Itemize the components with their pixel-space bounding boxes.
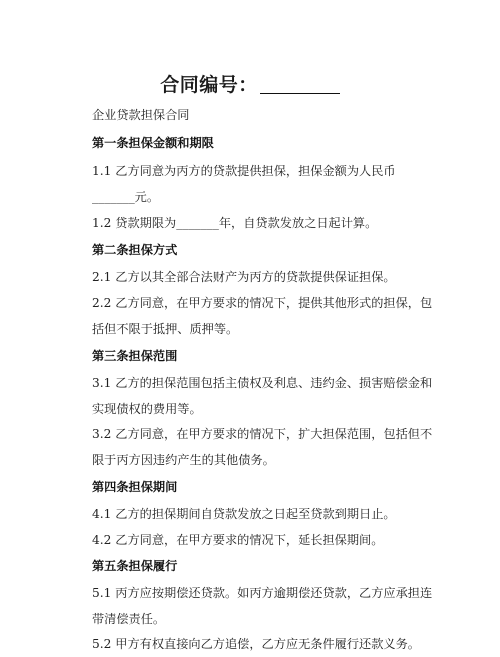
section-1-line-1: 1.1 乙方同意为丙方的贷款提供担保，担保金额为人民币 <box>92 164 396 178</box>
section-5-line-2: 带清偿责任。 <box>92 612 166 626</box>
contract-number-blank <box>260 75 340 94</box>
section-3-line-4: 限于丙方因违约产生的其他债务。 <box>92 453 275 467</box>
section-1-line-2: _______元。 <box>92 190 160 204</box>
section-3-line-2: 实现债权的费用等。 <box>92 402 202 416</box>
section-3-line-1: 3.1 乙方的担保范围包括主债权及利息、违约金、损害赔偿金和 <box>92 376 433 390</box>
section-4-heading: 第四条担保期间 <box>92 480 178 494</box>
section-3-line-3: 3.2 乙方同意，在甲方要求的情况下，扩大担保范围，包括但不 <box>92 427 433 441</box>
section-4-line-2: 4.2 乙方同意，在甲方要求的情况下，延长担保期间。 <box>92 533 384 547</box>
section-2-heading: 第二条担保方式 <box>92 243 178 257</box>
section-5-line-3: 5.2 甲方有权直接向乙方追偿，乙方应无条件履行还款义务。 <box>92 637 420 651</box>
contract-number-title <box>0 70 500 97</box>
document-subtitle: 企业贷款担保合同 <box>92 108 190 122</box>
section-1-heading: 第一条担保金额和期限 <box>92 136 214 150</box>
section-4-line-1: 4.1 乙方的担保期间自贷款发放之日起至贷款到期日止。 <box>92 507 396 521</box>
contract-number-label: 合同编号： <box>160 74 258 96</box>
section-3-heading: 第三条担保范围 <box>92 349 178 363</box>
section-2-line-3: 括但不限于抵押、质押等。 <box>92 322 239 336</box>
section-5-line-1: 5.1 丙方应按期偿还贷款。如丙方逾期偿还贷款，乙方应承担连 <box>92 586 433 600</box>
section-1-line-3: 1.2 贷款期限为_______年，自贷款发放之日起计算。 <box>92 216 378 230</box>
section-2-line-2: 2.2 乙方同意，在甲方要求的情况下，提供其他形式的担保，包 <box>92 296 433 310</box>
section-2-line-1: 2.1 乙方以其全部合法财产为丙方的贷款提供保证担保。 <box>92 270 396 284</box>
section-5-heading: 第五条担保履行 <box>92 559 178 573</box>
